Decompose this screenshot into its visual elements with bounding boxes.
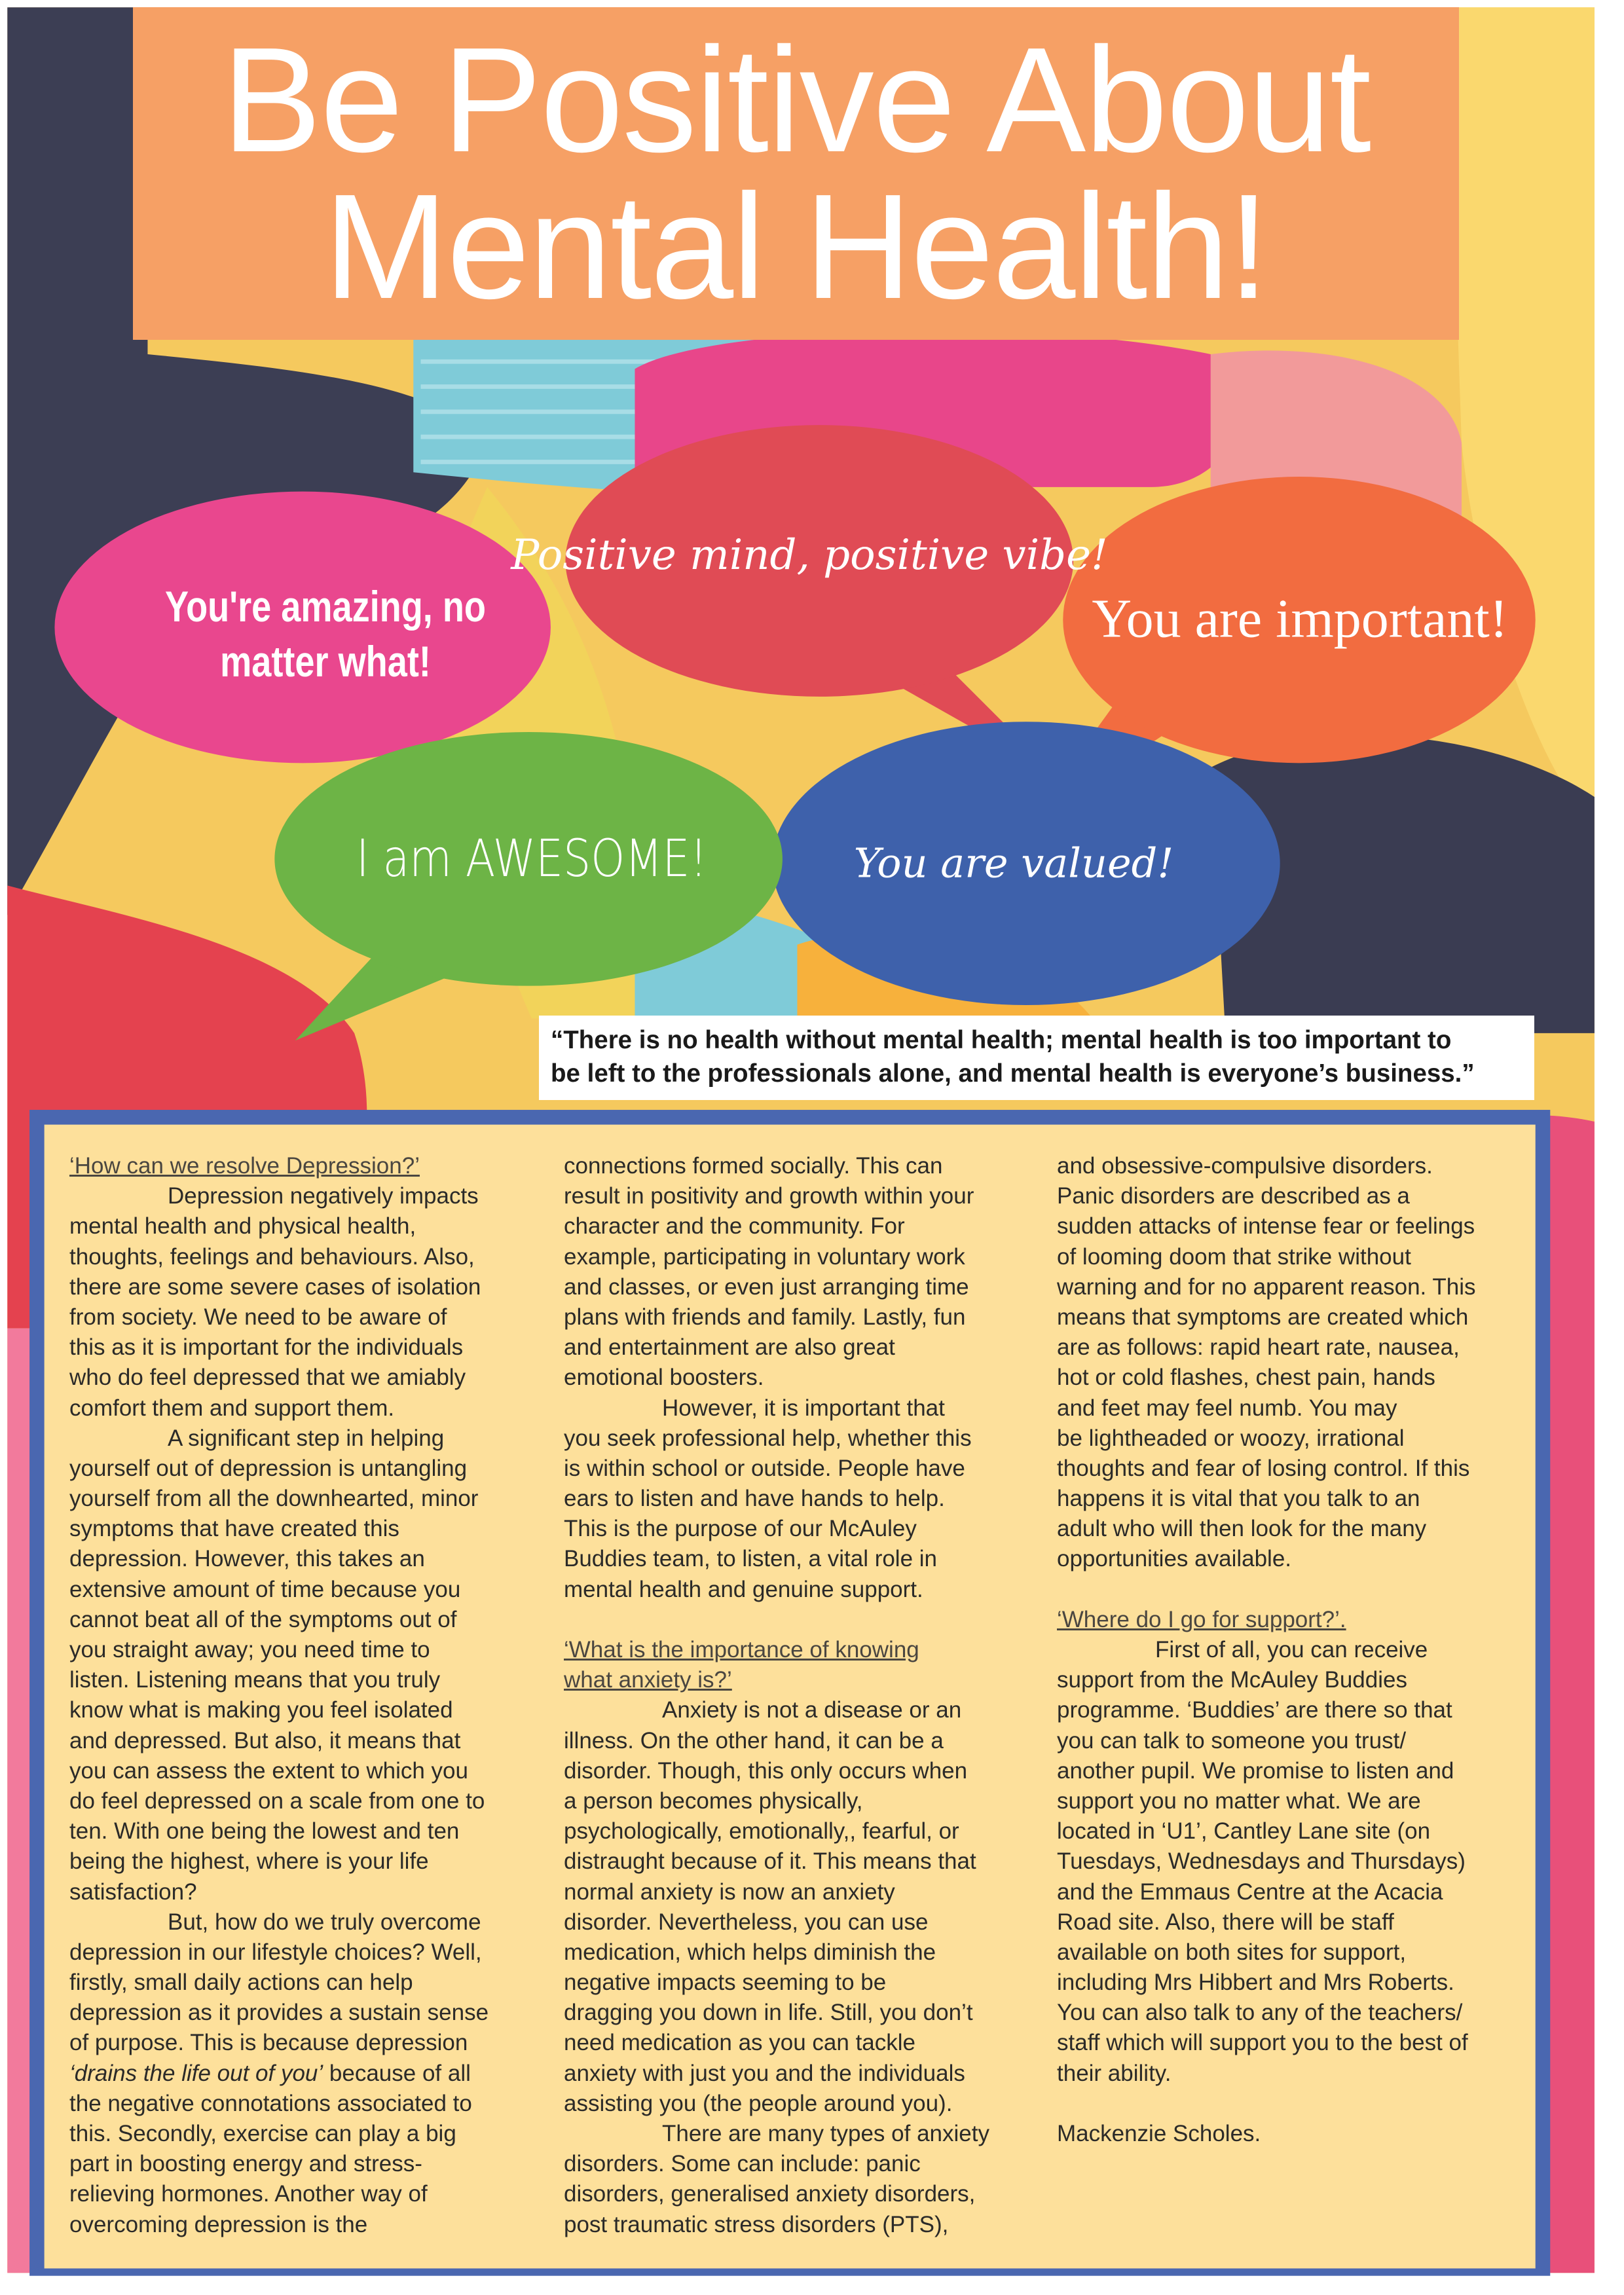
paragraph-line: extensive amount of time because you [69, 1576, 461, 1602]
paragraph-line: emotional boosters. [564, 1365, 764, 1391]
paragraph-line: adult who will then look for the many [1057, 1516, 1427, 1542]
section-heading-line: ‘Where do I go for support?’. [1057, 1606, 1346, 1632]
paragraph-line: there are some severe cases of isolation [69, 1274, 481, 1300]
quote-box [539, 1016, 1534, 1100]
paragraph-line: disorder. Though, this only occurs when [564, 1757, 968, 1784]
paragraph-line: illness. On the other hand, it can be a [564, 1727, 944, 1753]
section-heading-line: ‘What is the importance of knowing [564, 1637, 919, 1662]
paragraph-line: firstly, small daily actions can help [69, 1970, 413, 1996]
paragraph-line: this. Secondly, exercise can play a big [69, 2121, 456, 2146]
paragraph-line: available on both sites for support, [1057, 1939, 1407, 1965]
paragraph-line: satisfaction? [69, 1879, 197, 1905]
paragraph-line: of purpose. This is because depression [69, 2030, 468, 2056]
paragraph-line: Panic disorders are described as a [1057, 1183, 1410, 1209]
paragraph-line: ‘drains the life out of you’ because of all [69, 2060, 471, 2086]
paragraph-line: ears to listen and have hands to help. [564, 1486, 945, 1512]
article-column-2 [564, 1151, 1035, 2240]
quote-line-2: be left to the professionals alone, and mental health is everyone’s business.” [551, 1059, 1475, 1088]
paragraph-line: support you no matter what. We are [1057, 1788, 1421, 1814]
paragraph-line: First of all, you can receive [1155, 1637, 1428, 1662]
quote-line-1: “There is no health without mental health; mental health is too important to [551, 1026, 1452, 1054]
paragraph-line: medication, which helps diminish the [564, 1939, 936, 1965]
section-heading-line: ‘How can we resolve Depression?’ [69, 1153, 420, 1179]
paragraph-line: this as it is important for the individuals [69, 1334, 464, 1361]
paragraph-line: You can also talk to any of the teachers/ [1057, 2000, 1463, 2026]
italic-quote: ‘drains the life out of you’ [69, 2060, 323, 2086]
paragraph-line: result in positivity and growth within your [564, 1183, 974, 1209]
article-column-1 [69, 1151, 541, 2240]
paragraph-line: another pupil. We promise to listen and [1057, 1757, 1454, 1784]
paragraph-line: plans with friends and family. Lastly, fun [564, 1304, 966, 1330]
paragraph-line: yourself out of depression is untangling [69, 1455, 468, 1481]
paragraph-line: and classes, or even just arranging time [564, 1274, 969, 1300]
paragraph-line: symptoms that have created this [69, 1516, 399, 1542]
section-heading-line: what anxiety is?’ [564, 1667, 732, 1693]
paragraph-line: depression. However, this takes an [69, 1546, 425, 1572]
paragraph-line: and feet may feel numb. You may [1057, 1395, 1397, 1421]
blank-line [1057, 2089, 1528, 2119]
blank-line [564, 1605, 1035, 1635]
paragraph-line: Road site. Also, there will be staff [1057, 1909, 1394, 1935]
paragraph-line: means that symptoms are created which [1057, 1304, 1469, 1330]
article-column-3 [1057, 1151, 1528, 2149]
paragraph-line: normal anxiety is now an anxiety [564, 1879, 895, 1905]
paragraph-line: sudden attacks of intense fear or feelings [1057, 1213, 1475, 1239]
paragraph-line: who do feel depressed that we amiably [69, 1365, 466, 1391]
paragraph-line: example, participating in voluntary work [564, 1243, 965, 1270]
paragraph-line: be lightheaded or woozy, irrational [1057, 1425, 1405, 1451]
paragraph-line: listen. Listening means that you truly [69, 1667, 441, 1693]
paragraph-line: and entertainment are also great [564, 1334, 895, 1361]
paragraph-line: do feel depressed on a scale from one to [69, 1788, 485, 1814]
paragraph-line: distraught because of it. This means that [564, 1848, 976, 1875]
paragraph-line: negative impacts seeming to be [564, 1970, 887, 1996]
paragraph-line: cannot beat all of the symptoms out of [69, 1606, 457, 1632]
paragraph-line: This is the purpose of our McAuley [564, 1516, 917, 1542]
bubble-amazing-line-1: You're amazing, no [165, 582, 486, 631]
paragraph-line: Tuesdays, Wednesdays and Thursdays) [1057, 1848, 1466, 1875]
paragraph-line: support from the McAuley Buddies [1057, 1667, 1407, 1693]
blank-line [1057, 1575, 1528, 1605]
paragraph-line: are as follows: rapid heart rate, nausea, [1057, 1334, 1460, 1361]
paragraph-line: But, how do we truly overcome [168, 1909, 481, 1935]
paragraph-line: assisting you (the people around you). [564, 2090, 953, 2116]
paragraph-line: part in boosting energy and stress- [69, 2151, 422, 2177]
paragraph-line: know what is making you feel isolated [69, 1697, 453, 1723]
paragraph-line: connections formed socially. This can [564, 1153, 943, 1179]
paragraph-line: disorders. Some can include: panic [564, 2151, 921, 2177]
paragraph-line: depression as it provides a sustain sense [69, 2000, 489, 2026]
paragraph-line: Buddies team, to listen, a vital role in [564, 1546, 938, 1572]
paragraph-line: and the Emmaus Centre at the Acacia [1057, 1879, 1443, 1905]
paragraph-line: happens it is vital that you talk to an [1057, 1486, 1420, 1512]
paragraph-line: of looming doom that strike without [1057, 1243, 1411, 1270]
paragraph-line: dragging you down in life. Still, you don’t [564, 2000, 973, 2026]
paragraph-line: including Mrs Hibbert and Mrs Roberts. [1057, 1970, 1454, 1996]
paragraph-line: warning and for no apparent reason. This [1057, 1274, 1476, 1300]
paragraph-line: thoughts and fear of losing control. If this [1057, 1455, 1470, 1481]
bubble-text-valued: You are valued! [853, 839, 1174, 887]
paragraph-line: you can talk to someone you trust/ [1057, 1727, 1407, 1753]
paragraph-line: being the highest, where is your life [69, 1848, 429, 1875]
paragraph-line: disorders, generalised anxiety disorders, [564, 2181, 976, 2207]
paragraph-line: Mackenzie Scholes. [1057, 2121, 1261, 2146]
paragraph-line: yourself from all the downhearted, minor [69, 1486, 479, 1512]
paragraph-line: anxiety with just you and the individuals [564, 2060, 965, 2086]
title-banner [133, 7, 1459, 340]
bubble-amazing-line-2: matter what! [220, 637, 431, 686]
title-line-2: Mental Health! [323, 164, 1268, 330]
paragraph-line: overcoming depression is the [69, 2211, 368, 2237]
paragraph-line: located in ‘U1’, Cantley Lane site (on [1057, 1818, 1431, 1845]
paragraph-line: need medication as you can tackle [564, 2030, 915, 2056]
paragraph-line: ten. With one being the lowest and ten [69, 1818, 460, 1845]
bubble-text-important: You are important! [1092, 588, 1508, 650]
paragraph-line: Depression negatively impacts [168, 1183, 479, 1209]
paragraph-line: relieving hormones. Another way of [69, 2181, 428, 2207]
paragraph-line: psychologically, emotionally,, fearful, or [564, 1818, 959, 1845]
paragraph-line: their ability. [1057, 2060, 1172, 2086]
bubble-text-awesome: I am AWESOME! [356, 830, 708, 889]
paragraph-line: programme. ‘Buddies’ are there so that [1057, 1697, 1452, 1723]
paragraph-line: hot or cold flashes, chest pain, hands [1057, 1365, 1435, 1391]
paragraph-line: a person becomes physically, [564, 1788, 863, 1814]
paragraph-line: There are many types of anxiety [662, 2121, 989, 2146]
paragraph-line: comfort them and support them. [69, 1395, 395, 1421]
paragraph-line: post traumatic stress disorders (PTS), [564, 2211, 949, 2237]
paragraph-line: character and the community. For [564, 1213, 905, 1239]
bubble-text-positive: Positive mind, positive vibe! [511, 531, 1108, 579]
paragraph-line: Anxiety is not a disease or an [662, 1697, 962, 1723]
paragraph-line: the negative connotations associated to [69, 2090, 472, 2116]
paragraph-line: you can assess the extent to which you [69, 1757, 468, 1784]
paragraph-line: thoughts, feelings and behaviours. Also, [69, 1243, 475, 1270]
paragraph-line: mental health and genuine support. [564, 1576, 923, 1602]
paragraph-line: and depressed. But also, it means that [69, 1727, 461, 1753]
paragraph-line: is within school or outside. People have [564, 1455, 965, 1481]
paragraph-line: A significant step in helping [168, 1425, 445, 1451]
paragraph-line: staff which will support you to the best of [1057, 2030, 1468, 2056]
paragraph-line: depression in our lifestyle choices? Well, [69, 1939, 482, 1965]
title-line-1: Be Positive About [221, 17, 1371, 183]
bubble-text-amazing [165, 579, 486, 689]
paragraph-line: you seek professional help, whether this [564, 1425, 972, 1451]
paragraph-line: However, it is important that [662, 1395, 945, 1421]
paragraph-line: and obsessive-compulsive disorders. [1057, 1153, 1433, 1179]
paragraph-line: you straight away; you need time to [69, 1637, 430, 1662]
paragraph-line: opportunities available. [1057, 1546, 1292, 1572]
paragraph-line: mental health and physical health, [69, 1213, 416, 1239]
paragraph-line: disorder. Nevertheless, you can use [564, 1909, 929, 1935]
paragraph-line: from society. We need to be aware of [69, 1304, 447, 1330]
